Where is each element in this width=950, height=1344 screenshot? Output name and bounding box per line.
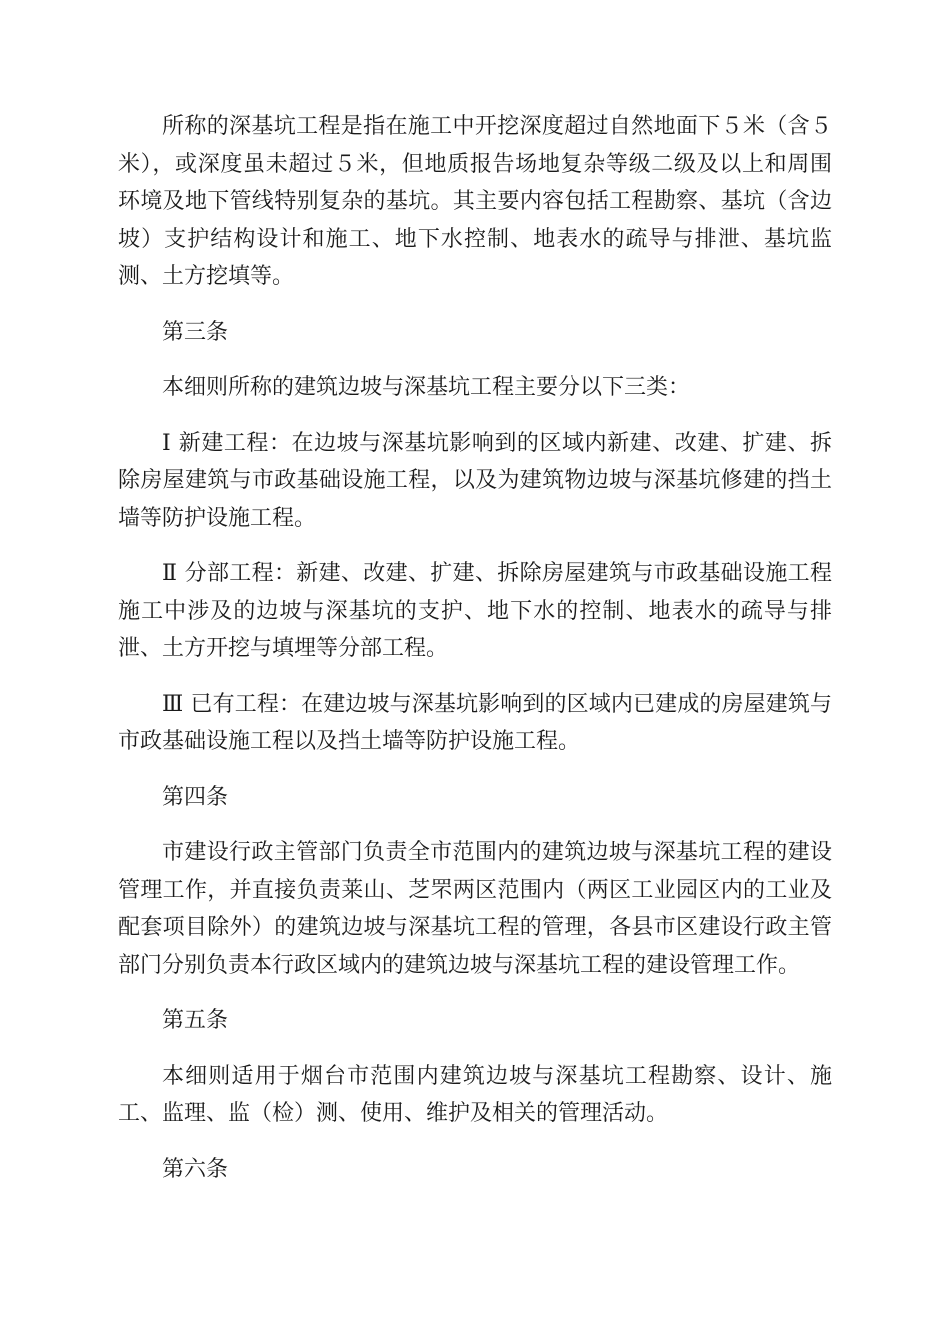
paragraph-scope: 本细则适用于烟台市范围内建筑边坡与深基坑工程勘察、设计、施工、监理、监（检）测、使用、维护及相关的管理活动。 [118, 1063, 832, 1126]
paragraph-category-3: Ⅲ 已有工程：在建边坡与深基坑影响到的区域内已建成的房屋建筑与市政基础设施工程以及挡土墙等防护设施工程。 [118, 691, 832, 754]
paragraph-category-1: Ⅰ 新建工程：在边坡与深基坑影响到的区域内新建、改建、扩建、拆除房屋建筑与市政基础设施工程，以及为建筑物边坡与深基坑修建的挡土墙等防护设施工程。 [118, 430, 832, 531]
paragraph-category-2: Ⅱ 分部工程：新建、改建、扩建、拆除房屋建筑与市政基础设施工程施工中涉及的边坡与深基坑的支护、地下水的控制、地表水的疏导与排泄、土方开挖与填埋等分部工程。 [118, 561, 832, 661]
article-heading-6: 第六条 [162, 1156, 229, 1182]
paragraph-management-responsibility: 市建设行政主管部门负责全市范围内的建筑边坡与深基坑工程的建设管理工作，并直接负责莱山、芝罘两区范围内（两区工业园区内的工业及配套项目除外）的建筑边坡与深基坑工程的管理，各县市区建设行政主管部门分别负责本行政区域内的建筑边坡与深基坑工程的建设管理工作。 [118, 840, 832, 978]
article-heading-3: 第三条 [162, 319, 229, 345]
paragraph-deep-pit-definition: 所称的深基坑工程是指在施工中开挖深度超过自然地面下５米（含５米），或深度虽未超过５米，但地质报告场地复杂等级二级及以上和周围环境及地下管线特别复杂的基坑。其主要内容包括工程勘察、基坑（含边坡）支护结构设计和施工、地下水控制、地表水的疏导与排泄、基坑监测、土方挖填等。 [118, 114, 832, 289]
article-heading-4: 第四条 [162, 784, 229, 810]
article-heading-5: 第五条 [162, 1008, 229, 1033]
document-body [118, 108, 832, 1206]
paragraph-classification-intro: 本细则所称的建筑边坡与深基坑工程主要分以下三类： [162, 375, 691, 400]
